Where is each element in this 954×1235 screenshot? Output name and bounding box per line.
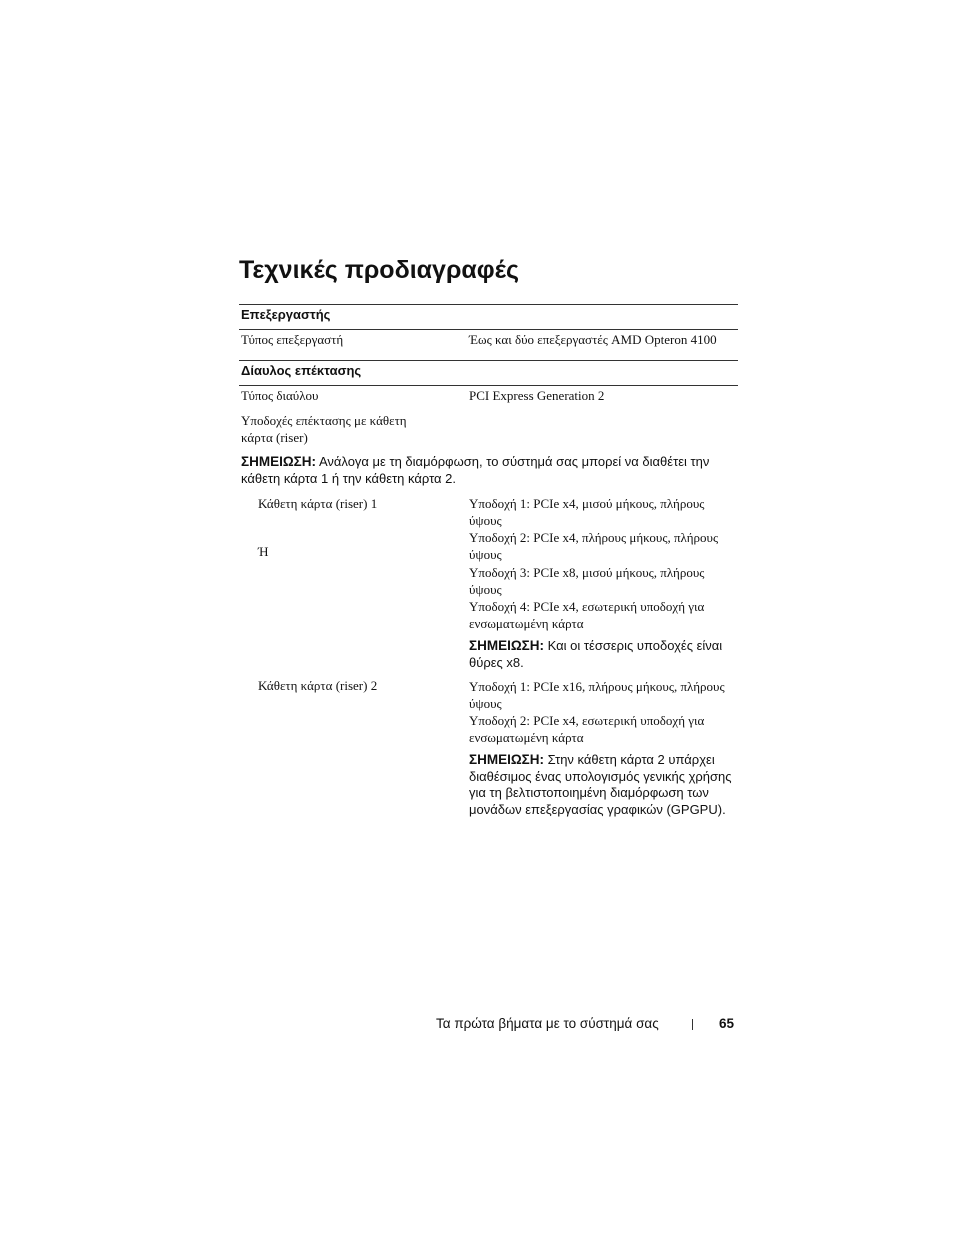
table-top-rule — [239, 304, 738, 305]
riser2-label: Κάθετη κάρτα (riser) 2 — [258, 678, 378, 693]
note-prefix: ΣΗΜΕΙΩΣΗ: — [241, 454, 317, 469]
riser1-slot-1: Υποδοχή 1: PCIe x4, μισού μήκους, πλήρους ύψους — [469, 496, 705, 528]
section-heading-rule — [239, 385, 738, 386]
riser-slots-label: Υποδοχές επέκτασης με κάθετη κάρτα (riser) — [241, 413, 407, 445]
note-prefix: ΣΗΜΕΙΩΣΗ: — [469, 752, 545, 767]
section-heading-processor: Επεξεργαστής — [241, 307, 331, 322]
note-prefix: ΣΗΜΕΙΩΣΗ: — [469, 638, 545, 653]
riser2-slot-1: Υποδοχή 1: PCIe x16, πλήρους μήκους, πλήρους ύψους — [469, 679, 725, 711]
footer-text: Τα πρώτα βήματα με το σύστημά σας — [436, 1016, 659, 1031]
processor-type-label: Τύπος επεξεργαστή — [241, 332, 344, 347]
expansion-note — [241, 454, 738, 487]
section-top-rule — [239, 360, 738, 361]
riser1-slot-2: Υποδοχή 2: PCIe x4, πλήρους μήκους, πλήρους ύψους — [469, 530, 719, 562]
riser2-note — [469, 752, 739, 818]
note-text: Ανάλογα με τη διαμόρφωση, το σύστημά σας μπορεί να διαθέτει την κάθετη κάρτα 1 ή την κάθετη κάρτα 2. — [241, 454, 710, 486]
note-text: Στην κάθετη κάρτα 2 υπάρχει διαθέσιμος ένας υπολογισμός γενικής χρήσης για τη βελτιστοποιημένη διαμόρφωση των μονάδων επεξεργασίας γραφικών (GPGPU). — [469, 752, 732, 817]
riser1-label: Κάθετη κάρτα (riser) 1 — [258, 496, 378, 511]
section-heading-expansion-bus: Δίαυλος επέκτασης — [241, 363, 362, 378]
riser1-slot-4: Υποδοχή 4: PCIe x4, εσωτερική υποδοχή για ενσωματωμένη κάρτα — [469, 599, 705, 631]
footer-separator — [692, 1019, 693, 1030]
section-heading-rule — [239, 329, 738, 330]
riser1-note — [469, 638, 737, 671]
page-title: Τεχνικές προδιαγραφές — [239, 256, 519, 284]
bus-type-label: Τύπος διαύλου — [241, 388, 319, 403]
riser-or-label: Ή — [258, 544, 269, 559]
riser1-slot-3: Υποδοχή 3: PCIe x8, μισού μήκους, πλήρους ύψους — [469, 565, 705, 597]
note-text: Και οι τέσσερις υποδοχές είναι θύρες x8. — [469, 638, 723, 670]
riser2-slot-2: Υποδοχή 2: PCIe x4, εσωτερική υποδοχή για ενσωματωμένη κάρτα — [469, 713, 705, 745]
processor-type-value: Έως και δύο επεξεργαστές AMD Opteron 4100 — [469, 332, 717, 347]
page-number: 65 — [719, 1016, 735, 1031]
bus-type-value: PCI Express Generation 2 — [469, 388, 605, 403]
